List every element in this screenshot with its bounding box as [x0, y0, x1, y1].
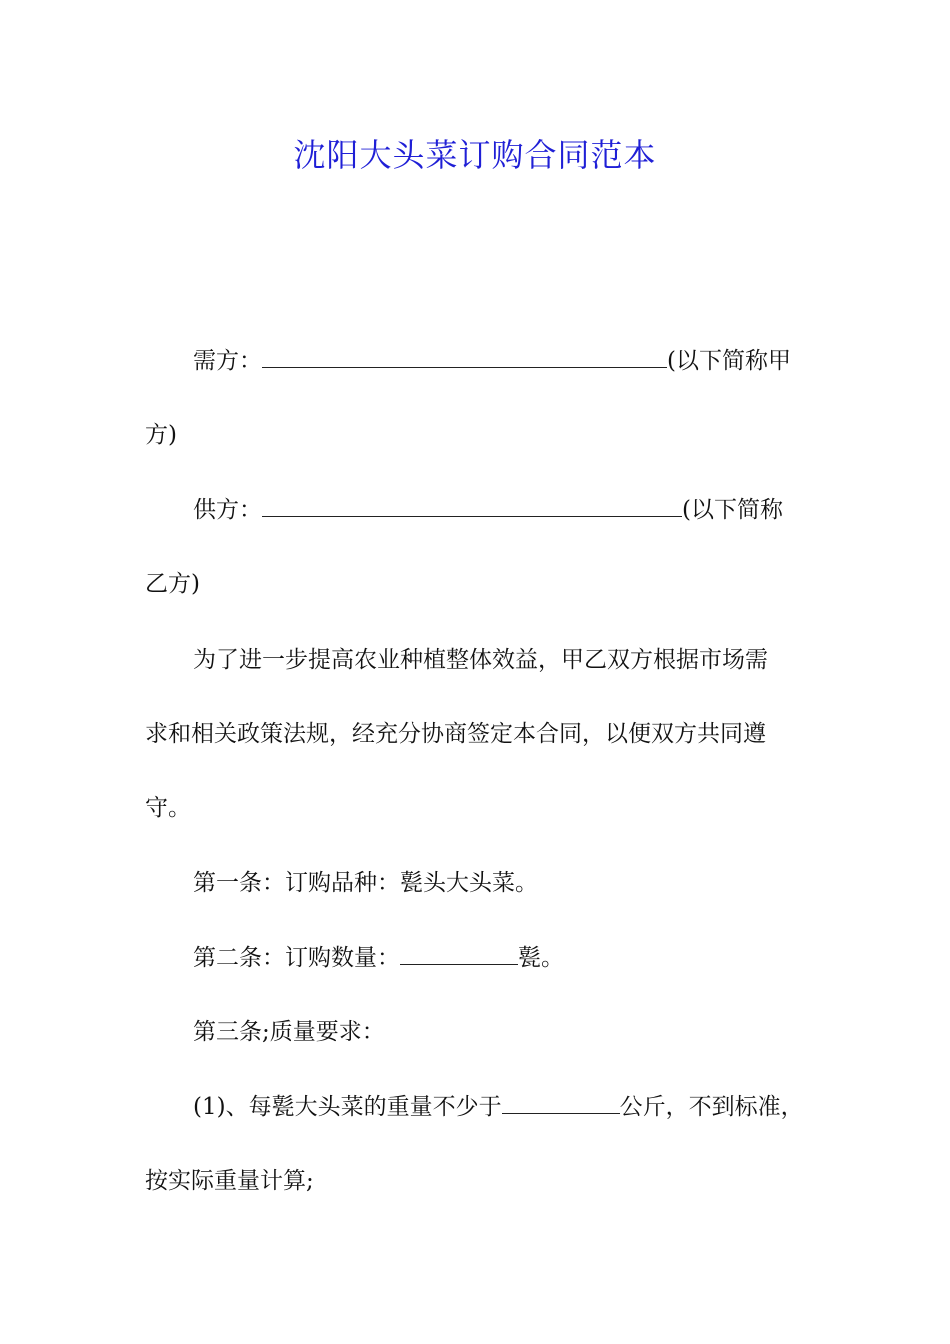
item-1-suffix: 公斤，不到标准， [619, 1094, 804, 1120]
article-3: 第三条;质量要求： [193, 1019, 385, 1045]
party-b-continuation: 乙方) [145, 571, 200, 597]
article-2-suffix: 甏。 [518, 945, 564, 971]
preamble-line-3: 守。 [145, 795, 191, 821]
article-2-prefix: 第二条：订购数量： [193, 945, 400, 971]
item-1-prefix: (1)、每甏大头菜的重量不少于 [193, 1094, 502, 1120]
party-b-suffix: (以下简称 [682, 497, 783, 523]
party-a-line [145, 345, 863, 376]
article-1: 第一条：订购品种：甏头大头菜。 [193, 870, 538, 896]
party-a-blank [262, 345, 667, 368]
party-a-continuation: 方) [145, 422, 177, 448]
item-1-continuation: 按实际重量计算; [145, 1168, 314, 1194]
quantity-blank [400, 942, 518, 965]
party-b-line [145, 494, 863, 525]
weight-blank [502, 1091, 620, 1114]
party-b-label: 供方： [193, 497, 262, 523]
party-a-label: 需方： [193, 348, 262, 374]
article-2 [145, 942, 863, 973]
preamble-line-2: 求和相关政策法规，经充分协商签定本合同，以便双方共同遵 [145, 721, 766, 747]
document-title: 沈阳大头菜订购合同范本 [293, 136, 657, 174]
party-a-suffix: (以下简称甲 [667, 348, 791, 374]
party-b-blank [262, 494, 682, 517]
item-1-line [145, 1091, 863, 1122]
preamble-line-1: 为了进一步提高农业种植整体效益，甲乙双方根据市场需 [193, 647, 768, 673]
